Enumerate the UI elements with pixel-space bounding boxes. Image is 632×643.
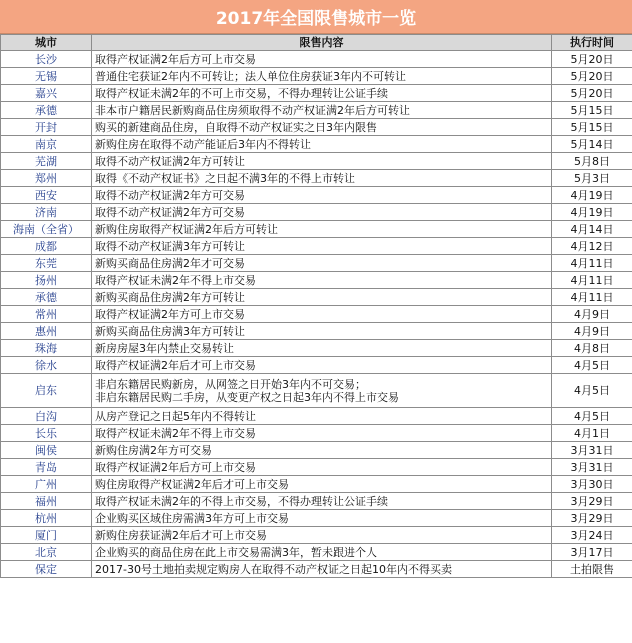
content-line: 取得不动产权证满2年方可转让: [95, 154, 245, 168]
content-cell: [92, 221, 552, 238]
content-line: 取得产权证未满2年的不可上市交易，不得办理转让公证手续: [95, 86, 388, 100]
table-row: [1, 85, 632, 102]
content-line: 取得产权证未满2年的不得上市交易，不得办理转让公证手续: [95, 494, 388, 508]
table-row: [1, 51, 632, 68]
city-cell: 济南: [1, 204, 92, 221]
city-cell: 白沟: [1, 408, 92, 425]
city-cell: 东莞: [1, 255, 92, 272]
content-cell: [92, 357, 552, 374]
date-cell: 4月11日: [552, 289, 632, 306]
content-line: 取得产权证未满2年不得上市交易: [95, 273, 256, 287]
table-row: [1, 357, 632, 374]
table-body: [1, 51, 632, 578]
date-cell: 3月30日: [552, 476, 632, 493]
content-line: 新购住房满2年方可交易: [95, 443, 212, 457]
content-line: 从房产登记之日起5年内不得转让: [95, 409, 256, 423]
table-row: [1, 306, 632, 323]
date-cell: 4月5日: [552, 408, 632, 425]
content-line: 新购住房取得产权证满2年后方可转让: [95, 222, 278, 236]
table-row: [1, 255, 632, 272]
content-line: 新购住房获证满2年后才可上市交易: [95, 528, 267, 542]
city-cell: 西安: [1, 187, 92, 204]
content-line: 取得产权证满2年方可上市交易: [95, 307, 245, 321]
city-cell: 厦门: [1, 527, 92, 544]
date-cell: 5月20日: [552, 85, 632, 102]
table-row: [1, 102, 632, 119]
date-cell: 5月20日: [552, 51, 632, 68]
content-line: 企业购买的商品住房在此上市交易需满3年，暂未跟进个人: [95, 545, 377, 559]
content-cell: [92, 102, 552, 119]
city-cell: 郑州: [1, 170, 92, 187]
city-cell: 徐水: [1, 357, 92, 374]
date-cell: 4月19日: [552, 187, 632, 204]
city-cell: 无锡: [1, 68, 92, 85]
content-line: 新购住房在取得不动产能证后3年内不得转让: [95, 137, 311, 151]
table-row: [1, 323, 632, 340]
date-cell: 3月29日: [552, 493, 632, 510]
date-cell: 5月3日: [552, 170, 632, 187]
city-cell: 开封: [1, 119, 92, 136]
content-cell: [92, 408, 552, 425]
city-cell: 扬州: [1, 272, 92, 289]
content-line: 取得不动产权证满3年方可转让: [95, 239, 245, 253]
table-row: [1, 221, 632, 238]
content-cell: [92, 238, 552, 255]
table-row: [1, 561, 632, 578]
city-cell: 北京: [1, 544, 92, 561]
date-cell: 5月20日: [552, 68, 632, 85]
content-line: 新购买商品住房满3年方可转让: [95, 324, 245, 338]
content-cell: [92, 374, 552, 408]
content-cell: [92, 119, 552, 136]
content-cell: [92, 306, 552, 323]
table-row: [1, 425, 632, 442]
city-cell: 杭州: [1, 510, 92, 527]
date-cell: 5月15日: [552, 119, 632, 136]
content-cell: [92, 51, 552, 68]
table-row: [1, 238, 632, 255]
content-cell: [92, 425, 552, 442]
date-cell: 4月8日: [552, 340, 632, 357]
city-cell: 启东: [1, 374, 92, 408]
content-line: 新购买商品住房满2年方可转让: [95, 290, 245, 304]
content-line: 非启东籍居民购新房，从网签之日开始3年内不可交易；: [95, 377, 366, 391]
content-cell: [92, 323, 552, 340]
content-line: 企业购买区域住房需满3年方可上市交易: [95, 511, 289, 525]
content-cell: [92, 476, 552, 493]
date-cell: 5月14日: [552, 136, 632, 153]
city-cell: 珠海: [1, 340, 92, 357]
date-cell: 3月29日: [552, 510, 632, 527]
content-cell: [92, 544, 552, 561]
city-cell: 广州: [1, 476, 92, 493]
content-cell: [92, 289, 552, 306]
city-cell: 福州: [1, 493, 92, 510]
content-line: 取得产权证满2年后才可上市交易: [95, 358, 256, 372]
content-cell: [92, 340, 552, 357]
content-cell: [92, 136, 552, 153]
content-line: 非启东籍居民购二手房，从变更产权之日起3年内不得上市交易: [95, 390, 399, 404]
table-row: [1, 272, 632, 289]
table-row: [1, 136, 632, 153]
city-cell: 承德: [1, 102, 92, 119]
content-line: 取得不动产权证满2年方可交易: [95, 188, 245, 202]
city-cell: 常州: [1, 306, 92, 323]
city-cell: 闽侯: [1, 442, 92, 459]
content-cell: [92, 510, 552, 527]
date-cell: 4月1日: [552, 425, 632, 442]
content-line: 2017-30号土地拍卖规定购房人在取得不动产权证之日起10年内不得买卖: [95, 562, 452, 576]
header-city: 城市: [1, 35, 92, 51]
content-cell: [92, 85, 552, 102]
content-line: 购买的新建商品住房，自取得不动产权证实之日3年内限售: [95, 120, 377, 134]
date-cell: 4月9日: [552, 323, 632, 340]
city-cell: 惠州: [1, 323, 92, 340]
table-row: [1, 527, 632, 544]
date-cell: 4月9日: [552, 306, 632, 323]
date-cell: 3月31日: [552, 459, 632, 476]
content-cell: [92, 204, 552, 221]
city-cell: 青岛: [1, 459, 92, 476]
table-row: [1, 476, 632, 493]
content-line: 取得产权证未满2年不得上市交易: [95, 426, 256, 440]
table-header-row: [1, 35, 632, 51]
table-row: [1, 544, 632, 561]
table-row: [1, 374, 632, 408]
content-line: 非本市户籍居民新购商品住房须取得不动产权证满2年后方可转让: [95, 103, 410, 117]
city-cell: 保定: [1, 561, 92, 578]
content-cell: [92, 153, 552, 170]
city-cell: 成都: [1, 238, 92, 255]
city-cell: 嘉兴: [1, 85, 92, 102]
header-date: 执行时间: [552, 35, 632, 51]
content-cell: [92, 442, 552, 459]
table-row: [1, 408, 632, 425]
table-row: [1, 204, 632, 221]
page-title: 2017年全国限售城市一览: [0, 0, 632, 34]
content-line: 取得不动产权证满2年方可交易: [95, 205, 245, 219]
table-row: [1, 289, 632, 306]
date-cell: 4月14日: [552, 221, 632, 238]
content-line: 新购买商品住房满2年才可交易: [95, 256, 245, 270]
city-cell: 南京: [1, 136, 92, 153]
date-cell: 4月5日: [552, 357, 632, 374]
table-row: [1, 68, 632, 85]
table-row: [1, 493, 632, 510]
table-row: [1, 459, 632, 476]
content-cell: [92, 493, 552, 510]
table-row: [1, 442, 632, 459]
city-cell: 芜湖: [1, 153, 92, 170]
date-cell: 3月31日: [552, 442, 632, 459]
content-cell: [92, 527, 552, 544]
date-cell: 5月8日: [552, 153, 632, 170]
table-row: [1, 187, 632, 204]
date-cell: 4月5日: [552, 374, 632, 408]
date-cell: 4月19日: [552, 204, 632, 221]
content-line: 取得产权证满2年后方可上市交易: [95, 460, 256, 474]
content-line: 购住房取得产权证满2年后才可上市交易: [95, 477, 289, 491]
content-cell: [92, 561, 552, 578]
content-cell: [92, 68, 552, 85]
date-cell: 土拍限售: [552, 561, 632, 578]
date-cell: 3月17日: [552, 544, 632, 561]
table-row: [1, 119, 632, 136]
city-cell: 长乐: [1, 425, 92, 442]
content-cell: [92, 170, 552, 187]
content-line: 新房房屋3年内禁止交易转让: [95, 341, 234, 355]
content-cell: [92, 187, 552, 204]
date-cell: 5月15日: [552, 102, 632, 119]
table-row: [1, 340, 632, 357]
content-cell: [92, 272, 552, 289]
content-line: 普通住宅获证2年内不可转让；法人单位住房获证3年内不可转让: [95, 69, 406, 83]
content-line: 取得《不动产权证书》之日起不满3年的不得上市转让: [95, 171, 355, 185]
table-row: [1, 510, 632, 527]
content-cell: [92, 255, 552, 272]
header-content: 限售内容: [92, 35, 552, 51]
date-cell: 3月24日: [552, 527, 632, 544]
table-row: [1, 153, 632, 170]
date-cell: 4月11日: [552, 272, 632, 289]
date-cell: 4月12日: [552, 238, 632, 255]
date-cell: 4月11日: [552, 255, 632, 272]
city-cell: 承德: [1, 289, 92, 306]
restriction-table: [0, 34, 632, 578]
content-cell: [92, 459, 552, 476]
table-row: [1, 170, 632, 187]
city-cell: 长沙: [1, 51, 92, 68]
city-cell: 海南（全省）: [1, 221, 92, 238]
content-line: 取得产权证满2年后方可上市交易: [95, 52, 256, 66]
